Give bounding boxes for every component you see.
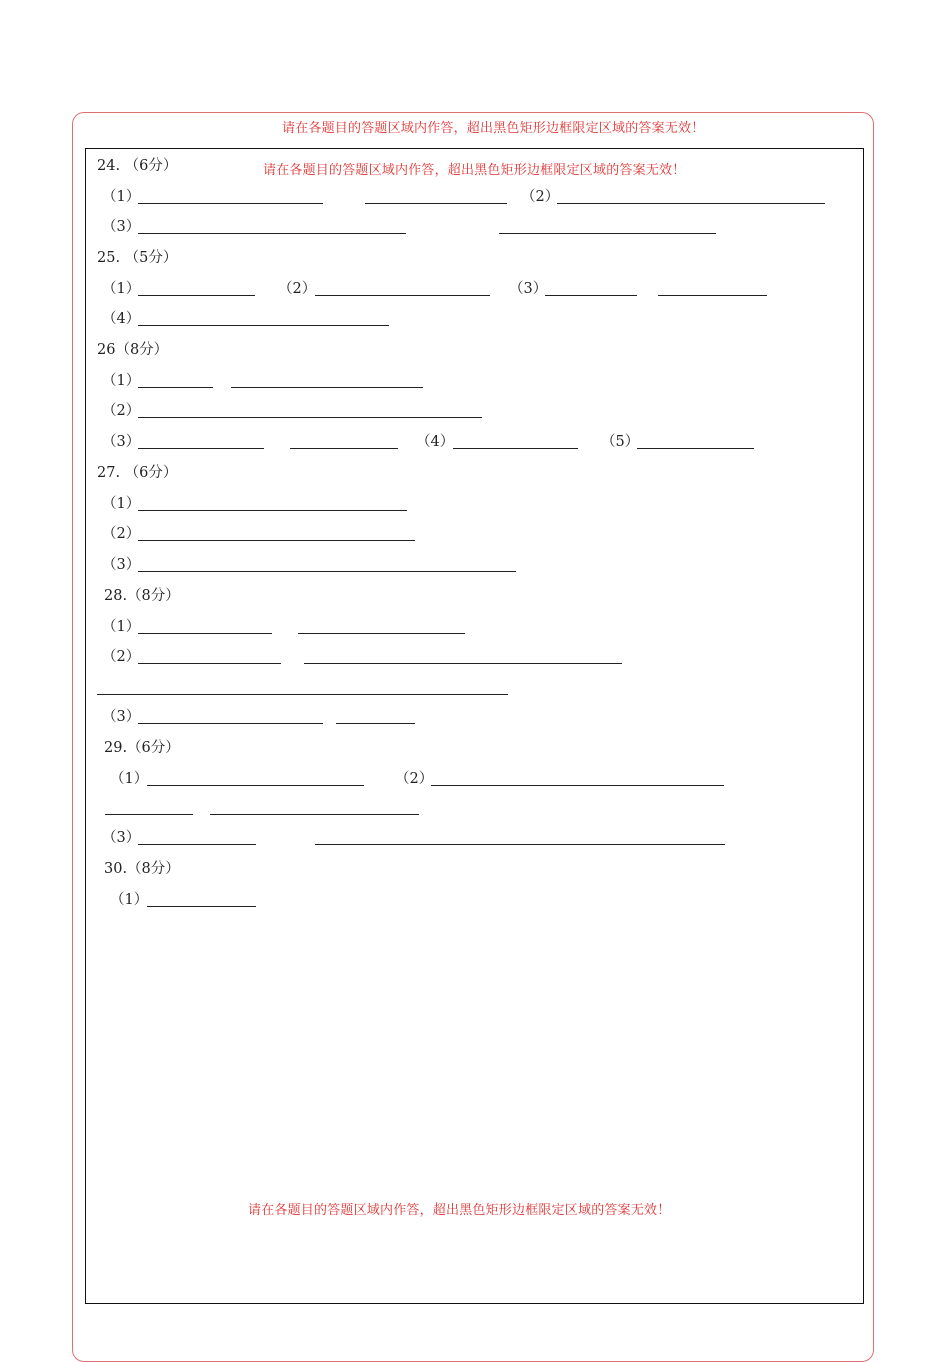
q27-part-1-answer-line[interactable] bbox=[138, 510, 407, 511]
q28-part-2-answer-line-3[interactable] bbox=[97, 694, 508, 695]
q24-part-3-answer-line[interactable] bbox=[138, 233, 406, 234]
bottom-area-notice: 请在各题目的答题区域内作答，超出黑色矩形边框限定区域的答案无效！ bbox=[248, 1203, 671, 1218]
q28-part-1-label: （1） bbox=[102, 619, 141, 635]
q25-part-4-answer-line[interactable] bbox=[138, 325, 389, 326]
q28-part-3-answer-line[interactable] bbox=[138, 723, 323, 724]
q30-part-1-label: （1） bbox=[110, 892, 149, 908]
question-28-heading: 28.（8分） bbox=[104, 588, 180, 604]
q26-part-1-answer-line[interactable] bbox=[138, 387, 213, 388]
q26-part-5-answer-line[interactable] bbox=[637, 448, 754, 449]
q24-part-1-label: （1） bbox=[102, 189, 141, 205]
q29-part-3-label: （3） bbox=[102, 830, 141, 846]
q26-part-4-answer-line[interactable] bbox=[453, 448, 578, 449]
q27-part-3-answer-line[interactable] bbox=[138, 571, 516, 572]
q26-part-2-answer-line[interactable] bbox=[138, 417, 482, 418]
q29-part-1-label: （1） bbox=[110, 771, 149, 787]
q28-part-2-answer-line-2[interactable] bbox=[304, 663, 622, 664]
q24-part-2-label: （2） bbox=[521, 189, 560, 205]
answer-area-border bbox=[85, 148, 864, 1304]
question-25-heading: 25. （5分） bbox=[97, 250, 178, 266]
question-30-heading: 30.（8分） bbox=[104, 861, 180, 877]
q28-part-3-answer-line-2[interactable] bbox=[336, 723, 415, 724]
q28-part-2-label: （2） bbox=[102, 649, 141, 665]
inner-area-notice: 请在各题目的答题区域内作答，超出黑色矩形边框限定区域的答案无效！ bbox=[263, 163, 686, 178]
q27-part-2-label: （2） bbox=[102, 526, 141, 542]
q28-part-3-label: （3） bbox=[102, 709, 141, 725]
q24-part-1-answer-line[interactable] bbox=[138, 203, 323, 204]
q27-part-2-answer-line[interactable] bbox=[138, 540, 415, 541]
q26-part-2-label: （2） bbox=[102, 403, 141, 419]
q26-part-4-label: （4） bbox=[416, 434, 455, 450]
question-27-heading: 27. （6分） bbox=[97, 465, 178, 481]
q28-part-1-answer-line[interactable] bbox=[138, 633, 272, 634]
q29-part-2-label: （2） bbox=[395, 771, 434, 787]
q27-part-1-label: （1） bbox=[102, 496, 141, 512]
question-24-heading: 24. （6分） bbox=[97, 158, 178, 174]
q26-part-3-label: （3） bbox=[102, 434, 141, 450]
q26-part-1-answer-line-2[interactable] bbox=[231, 387, 423, 388]
q24-part-2-answer-line[interactable] bbox=[557, 203, 825, 204]
q26-part-3-answer-line-2[interactable] bbox=[290, 448, 398, 449]
q29-part-1-answer-line[interactable] bbox=[147, 785, 364, 786]
q28-part-2-answer-line[interactable] bbox=[138, 663, 281, 664]
q29-part-3-answer-line[interactable] bbox=[138, 844, 256, 845]
q29-part-2-answer-line-3[interactable] bbox=[210, 814, 419, 815]
q27-part-3-label: （3） bbox=[102, 557, 141, 573]
outer-area-notice: 请在各题目的答题区域内作答，超出黑色矩形边框限定区域的答案无效！ bbox=[282, 121, 705, 136]
q29-part-3-answer-line-2[interactable] bbox=[315, 844, 725, 845]
q25-part-3-label: （3） bbox=[509, 281, 548, 297]
q28-part-1-answer-line-2[interactable] bbox=[298, 633, 465, 634]
question-29-heading: 29.（6分） bbox=[104, 740, 180, 756]
q26-part-1-label: （1） bbox=[102, 373, 141, 389]
q26-part-3-answer-line[interactable] bbox=[138, 448, 264, 449]
q25-part-2-answer-line[interactable] bbox=[315, 295, 490, 296]
q25-part-4-label: （4） bbox=[102, 311, 141, 327]
q26-part-5-label: （5） bbox=[601, 434, 640, 450]
q25-part-2-label: （2） bbox=[278, 281, 317, 297]
q30-part-1-answer-line[interactable] bbox=[147, 906, 256, 907]
q25-part-3-answer-line-2[interactable] bbox=[658, 295, 767, 296]
q25-part-1-answer-line[interactable] bbox=[138, 295, 255, 296]
q24-part-3-label: （3） bbox=[102, 219, 141, 235]
question-26-heading: 26（8分） bbox=[97, 342, 169, 358]
q29-part-2-answer-line-2[interactable] bbox=[105, 814, 193, 815]
q24-part-1-answer-line-2[interactable] bbox=[365, 203, 507, 204]
q25-part-1-label: （1） bbox=[102, 281, 141, 297]
q29-part-2-answer-line[interactable] bbox=[431, 785, 724, 786]
q25-part-3-answer-line[interactable] bbox=[545, 295, 637, 296]
q24-part-3-answer-line-2[interactable] bbox=[499, 233, 716, 234]
